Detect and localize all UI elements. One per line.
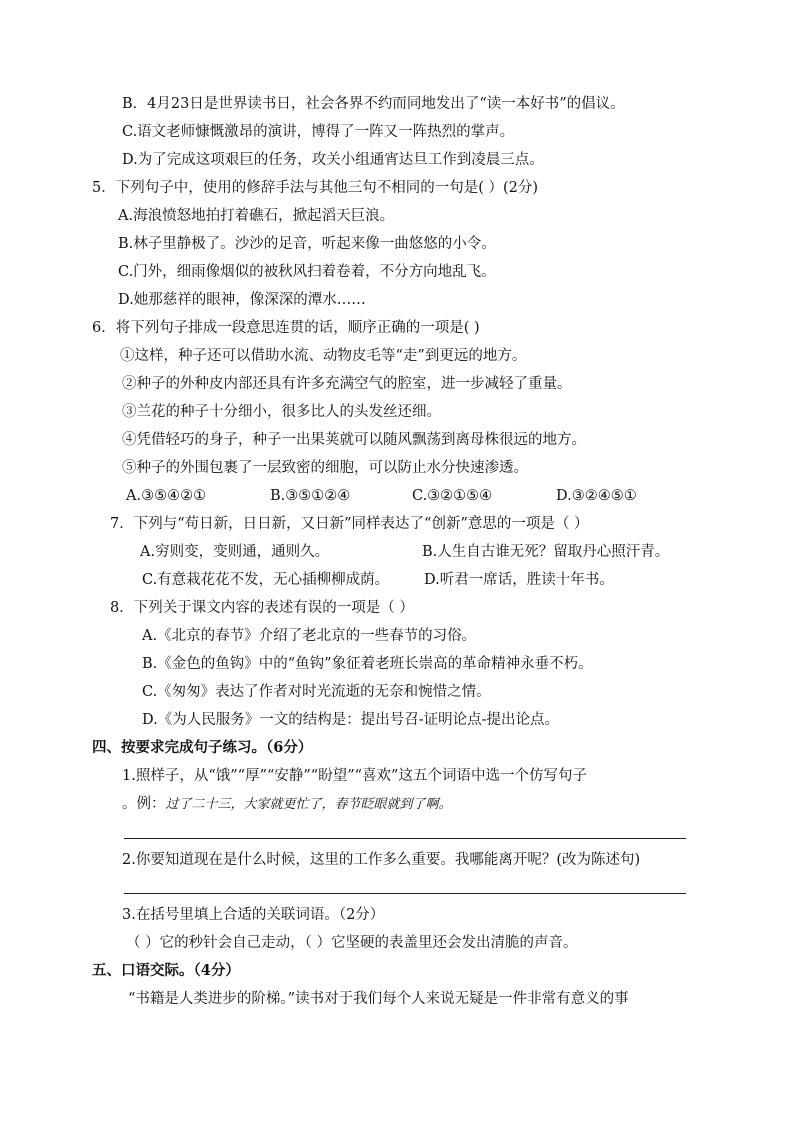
answer-line-1[interactable] (124, 838, 686, 839)
q6-sentence-4: ④凭借轻巧的身子，种子一出果荚就可以随风飘荡到离母株很远的地方。 (122, 432, 586, 448)
example-sentence: 过了二十三，大家就更忙了，春节眨眼就到了啊。 (165, 797, 452, 812)
q8-option-b: B.《金色的鱼钩》中的“鱼钩”象征着老班长崇高的革命精神永垂不朽。 (142, 656, 593, 672)
q7-stem: 7．下列与“苟日新，日日新，又日新”同样表达了“创新”意思的一项是（ ） (110, 516, 589, 532)
q6-option-c: C.③②①⑤④ (412, 488, 493, 504)
q7-row-1 (0, 542, 793, 562)
example-label: 。例： (122, 796, 166, 812)
q6-options (0, 486, 793, 506)
q4-option-d: D.为了完成这项艰巨的任务，攻关小组通宵达旦工作到凌晨三点。 (122, 152, 544, 168)
section-5-heading: 五、口语交际。（4分） (92, 962, 240, 979)
q6-option-a: A.③⑤④②① (126, 488, 207, 504)
q7-row-2 (0, 570, 793, 590)
q4-option-b: B．4月23日是世界读书日，社会各界不约而同地发出了“读一本好书”的倡议。 (122, 96, 625, 112)
q7-option-c: C.有意栽花花不发，无心插柳柳成荫。 (142, 572, 390, 588)
q5-option-c: C.门外，细雨像烟似的被秋风扫着卷着，不分方向地乱飞。 (118, 264, 496, 280)
sec4-item-3: 3.在括号里填上合适的关联词语。（2分） (122, 907, 385, 923)
q6-sentence-5: ⑤种子的外围包裹了一层致密的细胞，可以防止水分快速渗透。 (122, 460, 528, 476)
q5-option-b: B.林子里静极了。沙沙的足音，听起来像一曲悠悠的小令。 (118, 236, 496, 252)
q5-option-d: D.她那慈祥的眼神，像深深的潭水…… (118, 292, 366, 308)
q6-sentence-1: ①这样，种子还可以借助水流、动物皮毛等“走”到更远的地方。 (120, 348, 527, 364)
section-4-heading: 四、按要求完成句子练习。（6分） (92, 739, 313, 756)
q8-option-a: A.《北京的春节》介绍了老北京的一些春节的习俗。 (142, 628, 477, 644)
answer-line-2[interactable] (124, 893, 686, 894)
q5-stem: 5．下列句子中，使用的修辞手法与其他三句不相同的一句是( ）(2分) (92, 180, 539, 196)
sec4-item-1-line-1: 1.照样子，从“饿”“厚”“安静”“盼望”“喜欢”这五个词语中选一个仿写句子 (122, 768, 587, 784)
sec4-item-1-line-2 (122, 794, 452, 815)
sec4-item-3-blanks[interactable]: （ ）它的秒针会自己走动，（ ）它坚硬的表盖里还会发出清脆的声音。 (126, 935, 578, 951)
q6-sentence-3: ③兰花的种子十分细小，很多比人的头发丝还细。 (122, 404, 441, 420)
q6-option-b: B.③⑤①②④ (270, 488, 351, 504)
q8-stem: 8．下列关于课文内容的表述有误的一项是（ ） (110, 600, 414, 616)
sec4-item-2: 2.你要知道现在是什么时候，这里的工作多么重要。我哪能离开呢？(改为陈述句) (122, 852, 641, 868)
q5-option-a: A.海浪愤怒地拍打着礁石，掀起滔天巨浪。 (118, 208, 395, 224)
q7-option-b: B.人生自古谁无死？留取丹心照汗青。 (422, 544, 670, 560)
q6-sentence-2: ②种子的外种皮内部还具有许多充满空气的腔室，进一步减轻了重量。 (122, 376, 572, 392)
q4-option-c: C.语文老师慷慨激昂的演讲，博得了一阵又一阵热烈的掌声。 (122, 124, 515, 140)
q6-stem: 6．将下列句子排成一段意思连贯的话，顺序正确的一项是( ) (92, 320, 480, 336)
q7-option-d: D.听君一席话，胜读十年书。 (424, 572, 614, 588)
q8-option-c: C.《匆匆》表达了作者对时光流逝的无奈和惋惜之情。 (142, 684, 491, 700)
q6-option-d: D.③②④⑤① (556, 488, 637, 504)
q7-option-a: A.穷则变，变则通，通则久。 (140, 544, 330, 560)
q8-option-d: D.《为人民服务》一文的结构是：提出号召-证明论点-提出论点。 (142, 712, 560, 728)
sec5-paragraph: “书籍是人类进步的阶梯。”读书对于我们每个人来说无疑是一件非常有意义的事 (128, 991, 629, 1007)
